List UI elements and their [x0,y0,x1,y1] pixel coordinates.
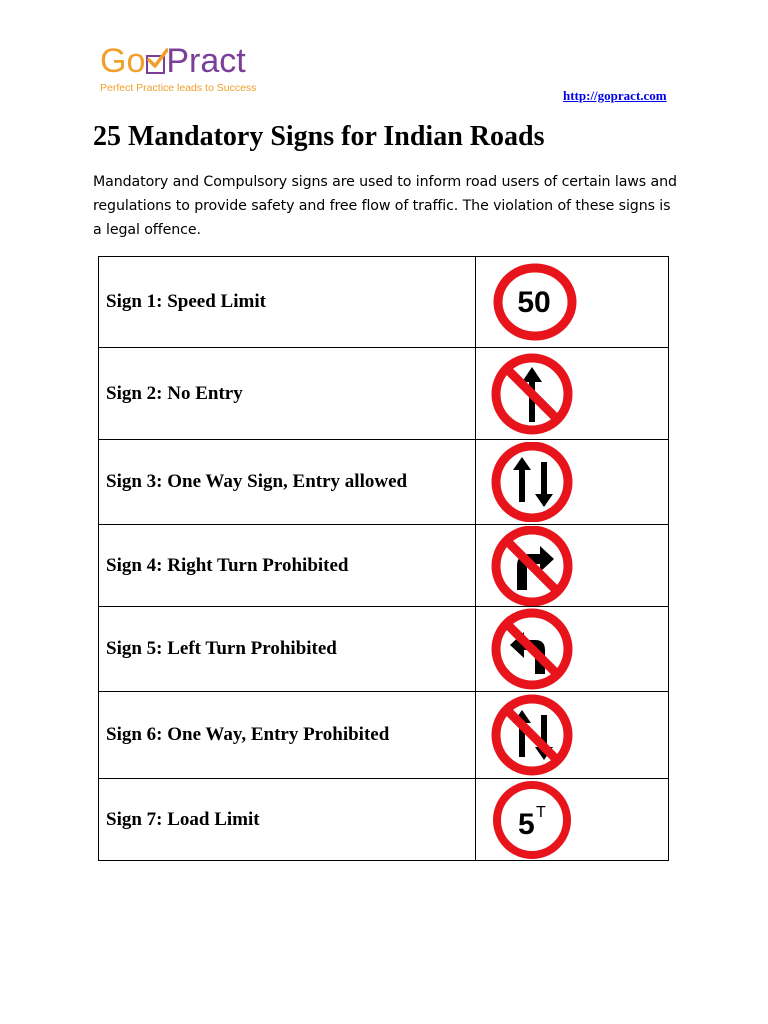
sign-label: Sign 4: Right Turn Prohibited [99,525,476,607]
gopract-logo [100,42,270,100]
sign-label: Sign 6: One Way, Entry Prohibited [99,692,476,779]
table-row [99,525,669,607]
logo-go-text: Go [100,42,146,80]
sign-label: Sign 5: Left Turn Prohibited [99,607,476,692]
speed-limit-50-sign-icon [490,262,580,342]
table-row [99,440,669,525]
logo-pract-text: Pract [166,42,246,80]
gopract-link[interactable]: http://gopract.com [563,88,667,103]
one-way-entry-allowed-sign-icon [490,442,580,522]
checkmark-icon [146,55,165,74]
table-row [99,779,669,861]
sign-label: Sign 7: Load Limit [99,779,476,861]
table-row [99,692,669,779]
load-limit-unit: T [536,803,546,821]
sign-label: Sign 3: One Way Sign, Entry allowed [99,440,476,525]
table-row [99,607,669,692]
load-limit-value: 5 [518,807,535,841]
logo-tagline: Perfect Practice leads to Success [100,82,257,94]
right-turn-prohibited-sign-icon [490,526,580,606]
logo-wordmark [100,42,270,80]
table-row [99,348,669,440]
speed-limit-value: 50 [517,286,551,319]
no-entry-sign-icon [490,352,580,436]
intro-paragraph: Mandatory and Compulsory signs are used to inform road users of certain laws and regulations to provide safety and free flow of traffic. The violation of these signs is a legal offence. [93,174,677,238]
sign-label: Sign 2: No Entry [99,348,476,440]
sign-label: Sign 1: Speed Limit [99,257,476,348]
left-turn-prohibited-sign-icon [490,608,580,690]
table-row [99,257,669,348]
load-limit-sign-icon [490,780,580,860]
signs-table [98,256,669,861]
one-way-entry-prohibited-sign-icon [490,693,580,777]
page-title: 25 Mandatory Signs for Indian Roads [93,121,545,152]
